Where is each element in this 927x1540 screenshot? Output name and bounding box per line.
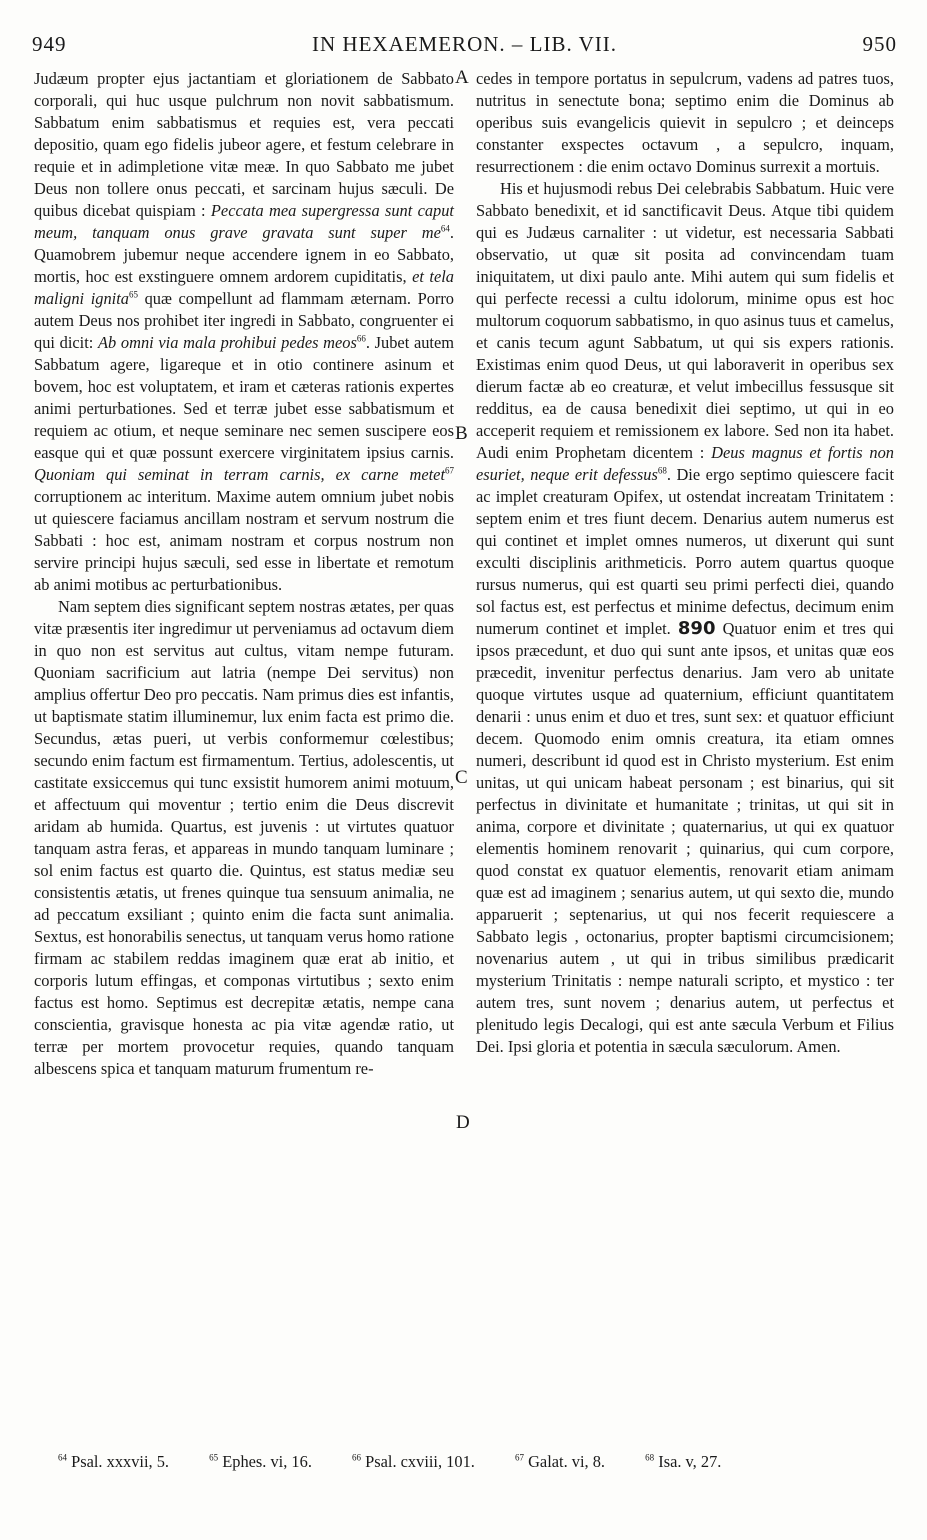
footnote-text: Psal. xxxvii, 5. (71, 1452, 170, 1471)
footnote-number: 64 (58, 1452, 67, 1463)
footnote-text: Galat. vi, 8. (528, 1452, 606, 1471)
body-text: quæ compellunt ad flammam æternam. Porro autem Deus nos prohibet iter ingredi in Sabbato, congruenter ei qui dicit: (34, 289, 455, 352)
footnote-ref: 64 (440, 223, 450, 234)
footnote-ref: 65 (128, 289, 138, 300)
footnotes (58, 1451, 887, 1473)
paragraph: Nam septem dies significant septem nostras ætates, per quas vitæ præsentis iter ingredimur ut perveniamus ad octavum diem in quo non est servitus aut cultus, vitam nempe futuram. Quoniam sacrificium aut latria (nempe Dei servitus) non amplius offertur Deo pro peccatis. Nam primus dies est infantis, ut baptismate statim illuminemur, lux enim facta est primo die. Secundus, ætas pueri, ut verbis conformemur cœlestibus; secundo enim factum est firmamentum. Tertius, adolescentis, ut castitate exsiccemus qui tunc exsistit humorem animi motuum, et affectuum qui moventur ; tertio enim die Deus discrevit aridam ab humida. Quartus, est juvenis : ut virtutes quatuor tanquam astra feras, et appareas in mundo tanquam luminare ; sol enim factus est quarto die. Quintus, est status mediæ seu consistentis ætatis, ut frenes quinque tua sensuum animalia, ne ad peccatum exsiliant ; quinto enim die facta sunt animalia. Sextus, est honorabilis senectus, ut tanquam verus homo ratione firmam ac stabilem reddas imaginem quæ erat ab initio, et corporis lutum effingas, et componas virtutibus ; sexto enim factus est homo. Septimus est decrepitæ ætatis, nempe cana conscientia, gravisque honesta ac pia vitæ agendæ ratio, ut terræ per mortem provocetur requies, quando tanquam albescens spica et tanquam maturum frumentum re- (34, 597, 454, 1078)
running-title: IN HEXAEMERON. – LIB. VII. (312, 32, 617, 56)
body-text: . Quamobrem jubemur neque accendere ignem in eo Sabbato, mortis, hoc est exstinguere omnem ardorem cupiditatis, (34, 223, 454, 286)
body-text: His et hujusmodi rebus Dei celebrabis Sabbatum. Huic vere Sabbato benedixit, et id sanctificavit Deus. Atque tibi quidem qui es Judæus carnaliter : ut videtur, est necessaria Sabbati observatio, ut quæ sit posita ad convincendam tuam iniquitatem, ut dixi paulo ante. Mihi autem qui sum fidelis et qui perfecte recessi a cultu idolorum, minime opus est hoc multorum coquorum sabbatismo, in quo asinus tuus et camelus, et canis tecum agunt Sabbatum, ut qui sis expers rationis. Existimas enim quod Deus, ut qui laboraverit in operibus sex dierum factæ ab eo creaturæ, et velut imbecillus fessusque sit redditus, ea de causa benedixit diei septimo, ut qui in eo acceperit requiem et remissionem ex labore. Sed non ita habet. Audi enim Prophetam dicentem : (476, 179, 894, 462)
paragraph: cedes in tempore portatus in sepulcrum, vadens ad patres tuos, nutritus in senectute bona; septimo enim die Dominus ab operibus suis evangelicis quievit in sepulcro ; et deinceps constanter exspectes octavum , a sepulcro, inquam, resurrectionem : die enim octavo Dominus surrexit a mortuis. (476, 69, 894, 176)
edition-page-number: 890 (677, 618, 716, 639)
body-text: corruptionem ac interitum. Maxime autem omnium jubet nobis ut quiescere faciamus ancillam nostram et servum nostrum die Sabbati : hoc est, animam nostram et corpus nostrum non servire principi hujus sæculi, sed esse in libertate et remotum ab animi motibus ac perturbationibus. (34, 487, 454, 594)
footnote-number: 66 (352, 1452, 362, 1463)
paragraph (476, 178, 894, 1058)
body-text: Judæum propter ejus jactantiam et gloriationem de Sabbato corporali, qui huc usque pulchrum non novit sabbatismum. Sabbatum enim sabbatismus et requies est, vera peccati depositio, quam ego fidelis jubeor agere, et festum celebrare in requie et in adimpletione vitæ meæ. In quo Sabbato me jubet Deus non tollere onus peccati, et sarcinam hujus sæculi. De quibus dicebat quispiam : (34, 69, 454, 220)
footnote-ref: 66 (356, 333, 366, 344)
footnote (352, 1452, 493, 1471)
body-text: Quatuor enim et tres qui ipsos præcedunt, et duo qui sunt ante ipsos, et unitas quæ eos præcedit, invenitur perfectus denarius. Jam vero ab unitate quoque virtutes usque ad quaternium, efficiunt quantitatem denarii : unus enim et duo et tres, sunt sex: et quatuor efficiunt decem. Quomodo enim omnis creatura, ita etiam omnes numeri, describunt id quod est in Christo mysterium. Est enim unitas, ut qui unicam habeat personam ; est binarius, qui sit perfectus in divinitate et humanitate ; trinitas, ut qui sit in anima, corpore et divinitate ; quaternarius, ut qui ex quatuor elementis hominem renovarit ; quinarius, qui cum corpore, quod constat ex quatuor elementis, renovarit etiam animam quæ est ad imaginem ; senarius autem, ut qui sexto die, mundo apparuerit ; septenarius, ut qui nos fecerit requiescere a Sabbato legis , octonarius, propter baptismi circumcisionem; novenarius autem , ut qui in tribus similibus prædicarit mysterium Trinitatis : nempe naturali scripto, et mystico : ter autem tres, sunt novem ; denarius autem, ut perfectus et plenitudo legis Decalogi, qui est ante sæcula Verbum et Filius Dei. Ipsi gloria et potentia in sæcula sæculorum. Amen. (476, 619, 894, 1056)
scripture-quote: et tela maligni ignita (34, 267, 454, 308)
right-column (476, 68, 894, 1058)
scripture-quote: Quoniam qui seminat in terram carnis, ex carne metet (34, 465, 445, 484)
footnote-number: 68 (645, 1452, 655, 1463)
left-column (34, 68, 454, 1080)
running-header (32, 32, 897, 62)
footnote-number: 65 (209, 1452, 219, 1463)
scripture-quote: Deus magnus et fortis non esuriet, neque erit defessus (476, 443, 894, 484)
scripture-quote: Peccata mea supergressa sunt caput meum, tanquam onus grave gravata sunt super me (34, 201, 454, 242)
footnote-ref: 67 (445, 465, 454, 476)
footnote-text: Isa. v, 27. (658, 1452, 722, 1471)
section-marker-d: D (456, 1112, 470, 1133)
section-marker-c: C (455, 767, 468, 788)
scripture-quote: Ab omni via mala prohibui pedes meos (98, 333, 357, 352)
footnote-text: Psal. cxviii, 101. (365, 1452, 475, 1471)
footnote (645, 1452, 739, 1471)
body-text: . Jubet autem Sabbatum agere, ligareque et in otio continere asinum et bovem, hoc est voluptatem, et iram et cæteras rationis expertes animi perturbationes. Sed et terræ jubet esse sabbatismum et requiem ac otium, et neque seminare nec semen suscipere eos easque qui et quæ possunt exercere virginitatem ipsius carnis. (34, 333, 454, 462)
footnote (58, 1452, 187, 1471)
page-number-left: 949 (32, 32, 67, 56)
section-marker-b: B (455, 423, 468, 444)
footnote (515, 1452, 623, 1471)
section-marker-a: A (455, 67, 469, 88)
footnote-ref: 68 (657, 465, 667, 476)
footnote (209, 1452, 330, 1471)
footnote-number: 67 (514, 1452, 524, 1463)
paragraph (34, 68, 454, 596)
footnote-text: Ephes. vi, 16. (222, 1452, 312, 1471)
page-number-right: 950 (862, 32, 897, 56)
body-text: . Die ergo septimo quiescere facit ac implet creaturam Opifex, ut ostendat increatam Trinitatem : septem enim et tres fiunt decem. Denarius autem numerus est qui continet et implet omnes numeros, ut dixerunt qui sunt exculti disciplinis arithmeticis. Porro autem quartus quoque rursus numerus, qui est quarti seu primi perfecti diei, quando sol factus est, est perfectus et minime defectus, decimum enim numerum continet et implet. (476, 465, 894, 638)
